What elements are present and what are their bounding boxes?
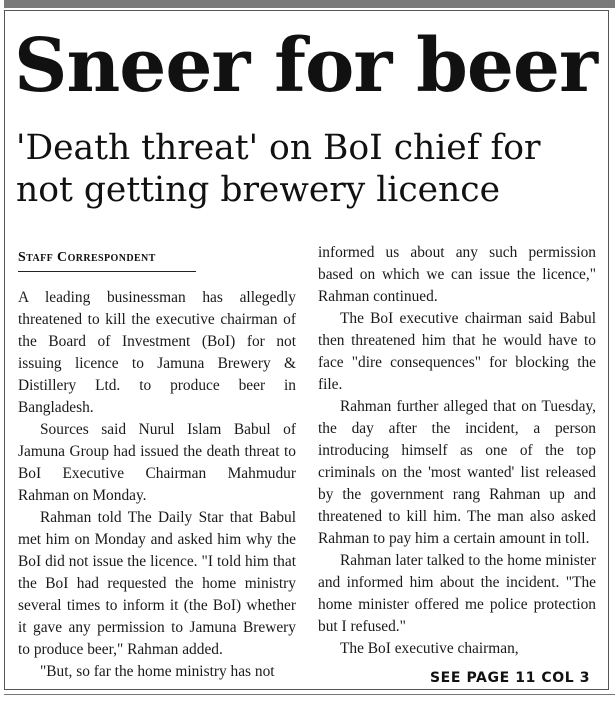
paragraph: "But, so far the home ministry has not xyxy=(40,663,275,680)
paragraph: Sources said Nurul Islam Babul of Jamuna Group had issued the death threat to BoI Executive Chairman Mahmudur Rahman on Monday. xyxy=(18,421,296,504)
paragraph: Rahman further alleged that on Tuesday, the day after the incident, a person introducing himself as one of the top criminals on the 'most wanted' list released by the government rang Rahman up and threatened to kill him. The man also asked Rahman to pay him a certain amount in toll. xyxy=(318,398,596,547)
paragraph: A leading businessman has allegedly threatened to kill the executive chairman of the Board of Investment (BoI) for not issuing licence to Jamuna Brewery & Distillery Ltd. to produce beer in Bangladesh. xyxy=(18,289,296,416)
byline xyxy=(18,247,196,272)
byline-text: Staff Correspondent xyxy=(18,250,156,265)
left-column xyxy=(18,246,296,683)
bottom-border xyxy=(4,694,615,708)
headline: Sneer for beer xyxy=(14,23,597,109)
paragraph: Rahman later talked to the home minister and informed him about the incident. "The home minister offered me police protection but I refused." xyxy=(318,552,596,635)
paragraph: The BoI executive chairman, xyxy=(340,640,519,657)
top-border-bar xyxy=(4,0,615,8)
paragraph: The BoI executive chairman said Babul then threatened him that he would have to face "dire consequences" for blocking the file. xyxy=(318,310,596,393)
subheadline: 'Death threat' on BoI chief for not getting brewery licence xyxy=(16,128,541,210)
right-column xyxy=(318,242,596,660)
paragraph: informed us about any such permission based on which we can issue the licence," Rahman continued. xyxy=(318,244,596,305)
paragraph: Rahman told The Daily Star that Babul met him on Monday and asked him why the BoI did not issue the licence. "I told him that the BoI had requested the home ministry several times to inform it (the BoI) whether it gave any permission to Jamuna Brewery to produce beer," Rahman added. xyxy=(18,509,296,658)
continuation-link[interactable]: SEE PAGE 11 COL 3 xyxy=(430,670,591,686)
